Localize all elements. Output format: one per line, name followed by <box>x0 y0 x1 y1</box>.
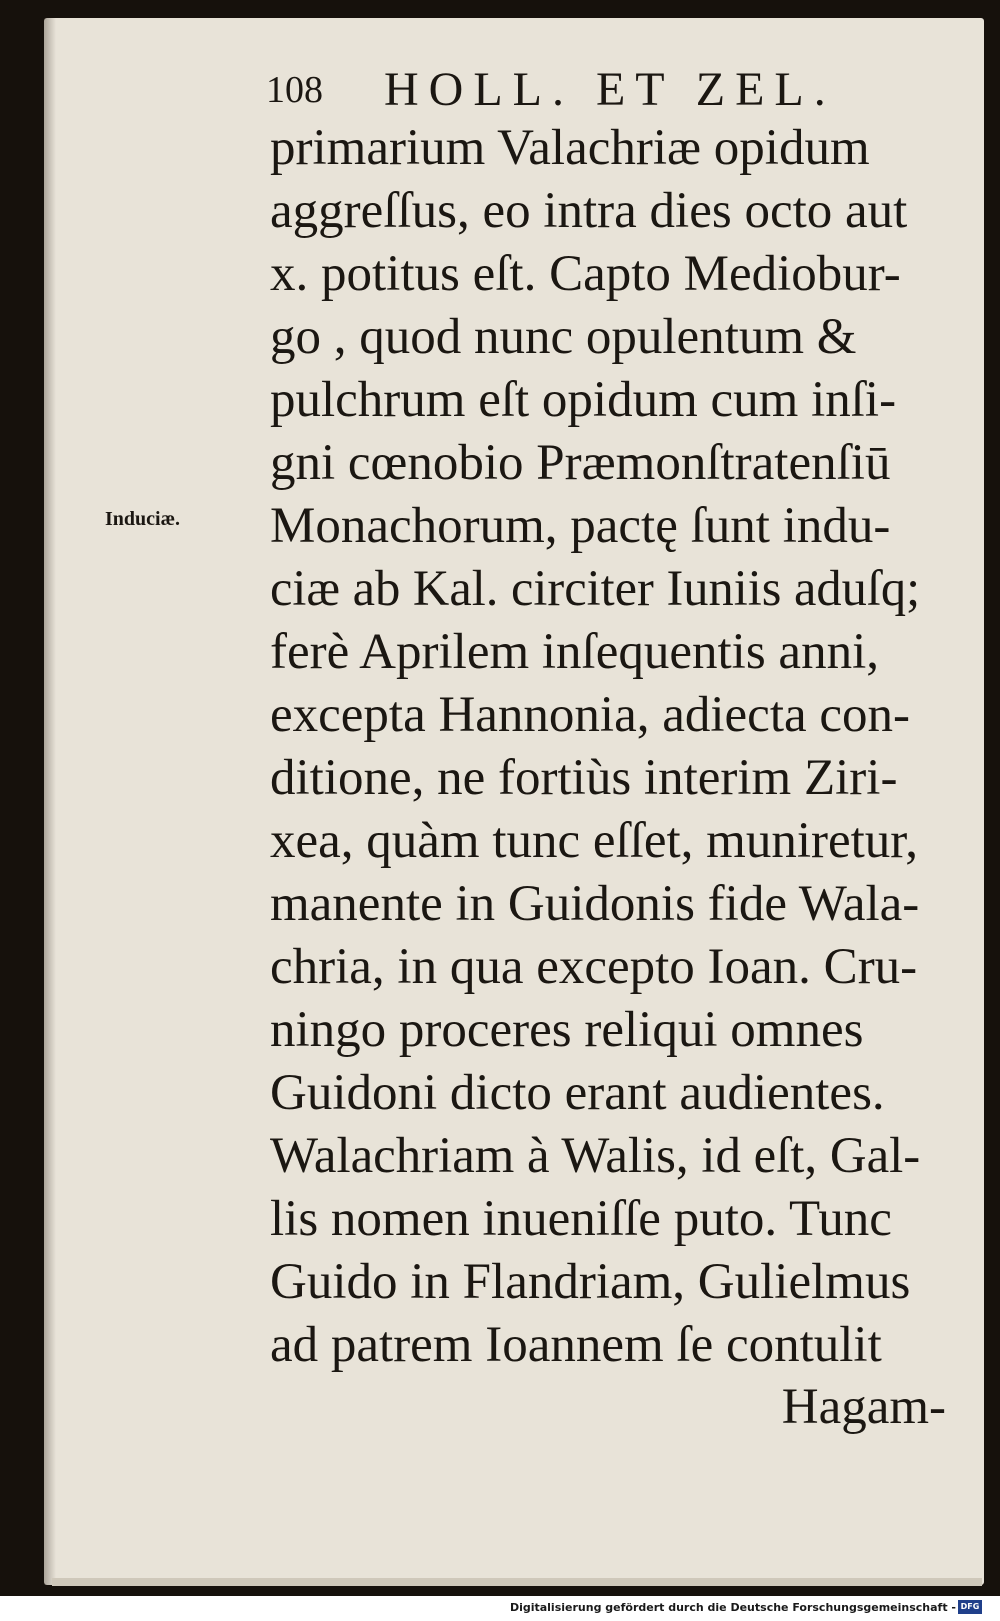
running-title: HOLL. ET ZEL. <box>384 63 836 116</box>
text-line: xea, quàm tunc eſſet, muniretur, <box>270 813 918 869</box>
marginal-note: Induciæ. <box>105 508 181 530</box>
gutter-shadow <box>44 18 56 1585</box>
dfg-logo: DFG <box>958 1600 982 1614</box>
text-line: x. potitus eſt. Capto Mediobur- <box>270 246 901 302</box>
text-line: go , quod nunc opulentum & <box>270 309 857 365</box>
text-line: manente in Guidonis fide Wala- <box>270 876 920 932</box>
page-number: 108 <box>266 69 323 111</box>
text-line: ciæ ab Kal. circiter Iuniis aduſq; <box>270 561 921 617</box>
page-edge <box>52 1578 982 1586</box>
catchword: Hagam- <box>781 1379 946 1435</box>
digitization-credit: Digitalisierung gefördert durch die Deutsche Forschungsgemeinschaft - <box>509 1601 956 1614</box>
text-line: ningo proceres reliqui omnes <box>270 1002 864 1058</box>
text-line: aggreſſus, eo intra dies octo aut <box>270 183 908 239</box>
text-line: gni cœnobio Præmonſtratenſiū <box>270 435 891 491</box>
text-line: pulchrum eſt opidum cum inſi- <box>270 372 897 428</box>
text-line: Guidoni dicto erant audientes. <box>270 1065 885 1121</box>
text-line: ditione, ne fortiùs interim Ziri- <box>270 750 898 806</box>
text-line: excepta Hannonia, adiecta con- <box>270 687 910 743</box>
text-line: primarium Valachriæ opidum <box>270 120 870 176</box>
text-line: Monachorum, pactę ſunt indu- <box>270 498 891 554</box>
text-line: Walachriam à Walis, id eſt, Gal- <box>270 1128 921 1184</box>
text-line: ferè Aprilem inſequentis anni, <box>270 624 879 680</box>
text-line: lis nomen inueniſſe puto. Tunc <box>270 1191 892 1247</box>
text-line: chria, in qua excepto Ioan. Cru- <box>270 939 918 995</box>
text-line: Guido in Flandriam, Gulielmus <box>270 1254 911 1310</box>
text-line: ad patrem Ioannem ſe contulit <box>270 1317 882 1373</box>
